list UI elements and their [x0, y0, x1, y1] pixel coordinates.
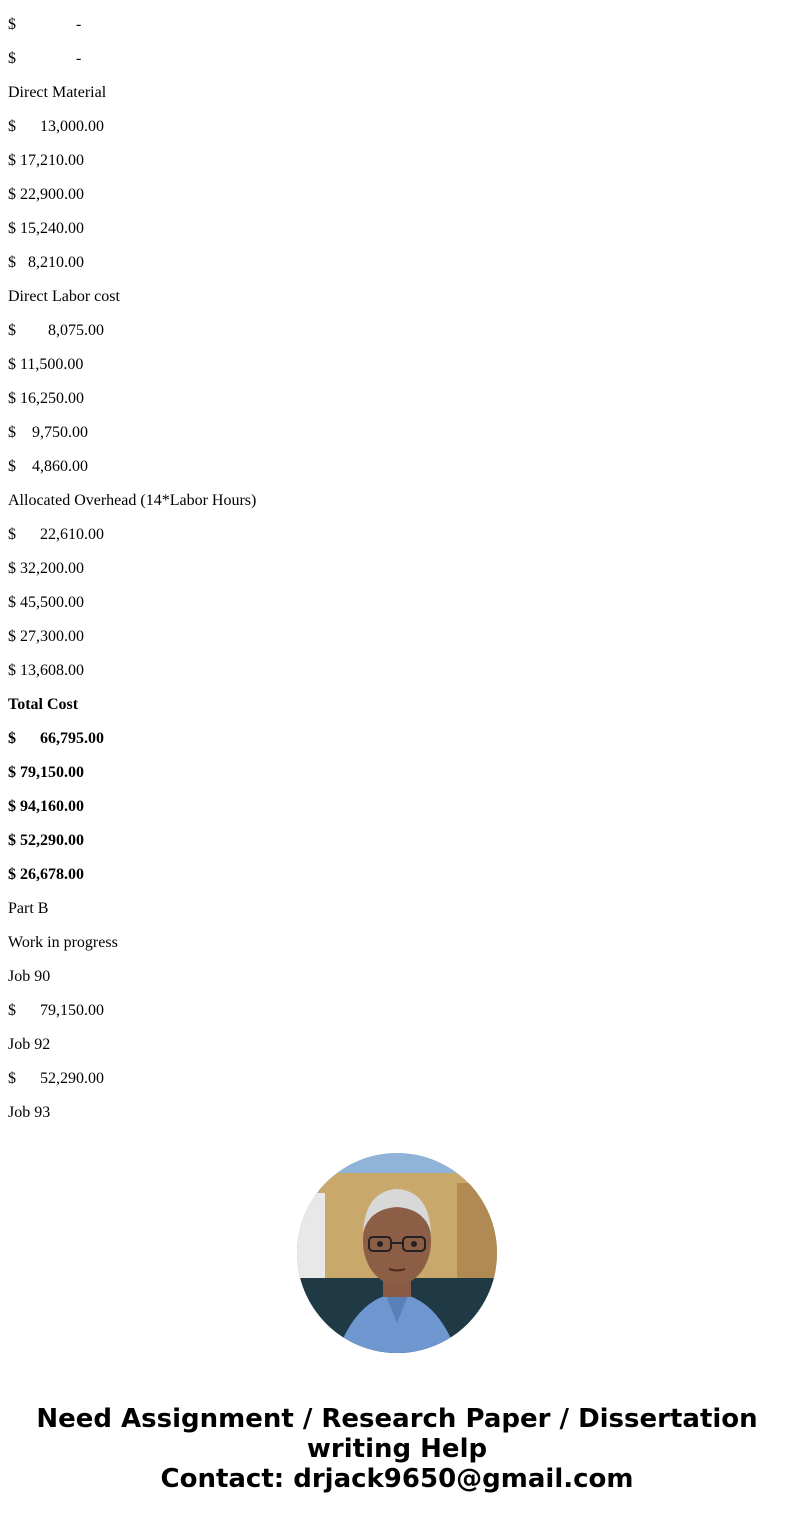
text-line: $ 26,678.00 [8, 866, 84, 883]
document-body [8, 0, 768, 1138]
text-line: $ 66,795.00 [8, 730, 104, 747]
text-line: $ - [8, 50, 82, 67]
text-line: $ 22,610.00 [8, 526, 104, 543]
text-line: $ 52,290.00 [8, 832, 84, 849]
text-line: $ 27,300.00 [8, 628, 84, 645]
text-line: Direct Material [8, 84, 107, 101]
text-line: Work in progress [8, 934, 118, 951]
text-line: $ - [8, 16, 82, 33]
text-line: $ 16,250.00 [8, 390, 84, 407]
text-line: $ 15,240.00 [8, 220, 84, 237]
text-line: $ 52,290.00 [8, 1070, 104, 1087]
text-line: $ 17,210.00 [8, 152, 84, 169]
text-line: $ 13,608.00 [8, 662, 84, 679]
text-line: Total Cost [8, 696, 79, 713]
text-line: $ 8,210.00 [8, 254, 84, 271]
text-line: Direct Labor cost [8, 288, 120, 305]
text-line: Part B [8, 900, 49, 917]
text-line: $ 8,075.00 [8, 322, 104, 339]
promo-banner [0, 1404, 794, 1494]
author-photo [297, 1153, 497, 1353]
text-line: $ 4,860.00 [8, 458, 88, 475]
text-line: Job 92 [8, 1036, 51, 1053]
text-line: $ 79,150.00 [8, 764, 84, 781]
promo-headline: Need Assignment / Research Paper / Dissertation writing Help [36, 1404, 758, 1464]
promo-contact: Contact: drjack9650@gmail.com [160, 1464, 634, 1494]
text-line: $ 9,750.00 [8, 424, 88, 441]
text-line: Allocated Overhead (14*Labor Hours) [8, 492, 257, 509]
text-line: $ 13,000.00 [8, 118, 104, 135]
text-line: $ 79,150.00 [8, 1002, 104, 1019]
avatar [297, 1153, 497, 1353]
text-line: $ 32,200.00 [8, 560, 84, 577]
text-line: Job 93 [8, 1104, 51, 1121]
text-line: Job 90 [8, 968, 51, 985]
text-line: $ 45,500.00 [8, 594, 84, 611]
text-line: $ 11,500.00 [8, 356, 84, 373]
text-line: $ 22,900.00 [8, 186, 84, 203]
text-line: $ 94,160.00 [8, 798, 84, 815]
